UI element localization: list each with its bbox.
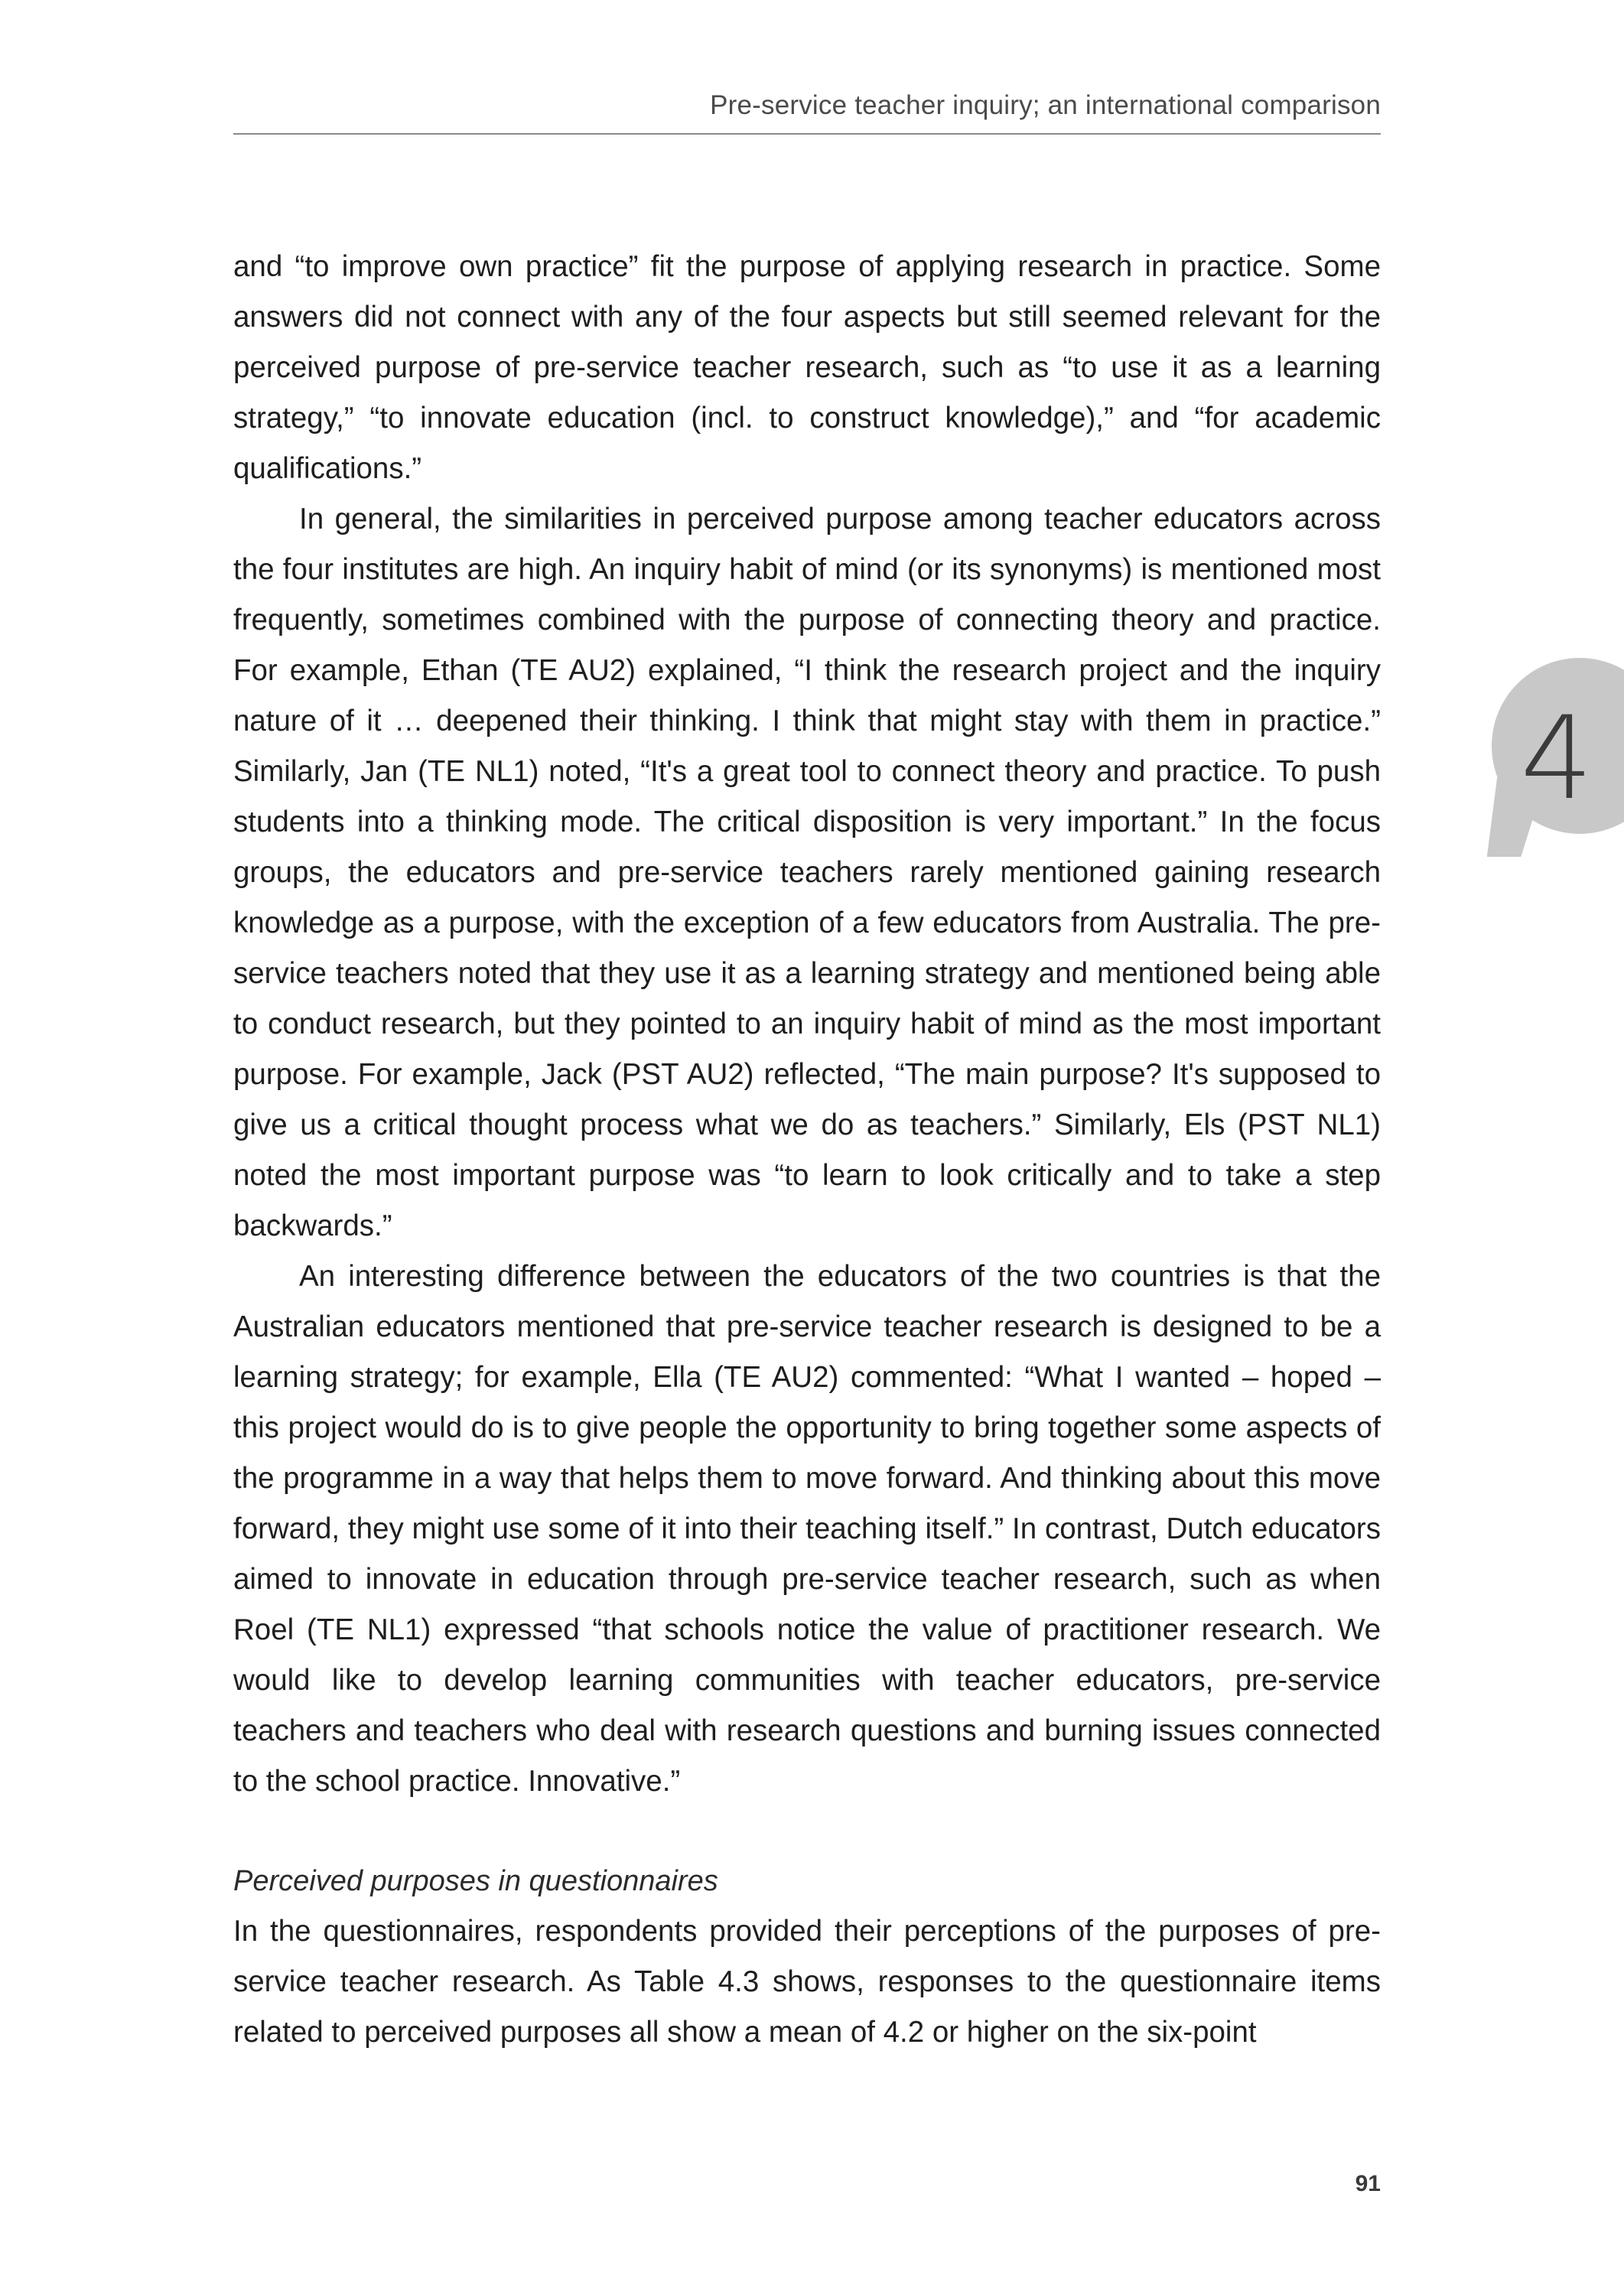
chapter-number: 4 [1520, 692, 1593, 825]
section-paragraph: In the questionnaires, respondents provided their perceptions of the purposes of pre-service teacher research. As Table 4.3 shows, responses to the questionnaire items related to perceived purposes all show a mean of 4.2 or higher on the six-point [233, 1915, 1381, 2049]
section-text [233, 1906, 1381, 2058]
page-number: 91 [1355, 2171, 1381, 2196]
header-rule [233, 133, 1381, 135]
body-text [233, 242, 1381, 1807]
section-heading: Perceived purposes in questionnaires [233, 1865, 718, 1897]
body-paragraph: An interesting difference between the educators of the two countries is that the Australian educators mentioned that pre-service teacher research is designed to be a learning strategy; for example, Ella (TE AU2) commented: “What I wanted – hoped – this project would do is to give people the opportunity to bring together some aspects of the programme in a way that helps them to move forward. And thinking about this move forward, they might use some of it into their teaching itself.” In contrast, Dutch educators aimed to innovate in education through pre-service teacher research, such as when Roel (TE NL1) expressed “that schools notice the value of practitioner research. We would like to develop learning communities with teacher educators, pre-service teachers and teachers who deal with research questions and burning issues connected to the school practice. Innovative.” [233, 1260, 1381, 1798]
body-paragraph-continued: and “to improve own practice” fit the purpose of applying research in practice. Some answers did not connect with any of the four aspects but still seemed relevant for the perceived purpose of pre-service teacher research, such as “to use it as a learning strategy,” “to innovate education (incl. to construct knowledge),” and “for academic qualifications.” [233, 250, 1381, 485]
body-paragraph: In general, the similarities in perceived purpose among teacher educators across the four institutes are high. An inquiry habit of mind (or its synonyms) is mentioned most frequently, sometimes combined with the purpose of connecting theory and practice. For example, Ethan (TE AU2) explained, “I think the research project and the inquiry nature of it … deepened their thinking. I think that might stay with them in practice.” Similarly, Jan (TE NL1) noted, “It's a great tool to connect theory and practice. To push students into a thinking mode. The critical disposition is very important.” In the focus groups, the educators and pre-service teachers rarely mentioned gaining research knowledge as a purpose, with the exception of a few educators from Australia. The pre-service teachers noted that they use it as a learning strategy and mentioned being able to conduct research, but they pointed to an inquiry habit of mind as the most important purpose. For example, Jack (PST AU2) reflected, “The main purpose? It's supposed to give us a critical thought process what we do as teachers.” Similarly, Els (PST NL1) noted the most important purpose was “to learn to look critically and to take a step backwards.” [233, 503, 1381, 1242]
running-header: Pre-service teacher inquiry; an international comparison [710, 90, 1381, 120]
